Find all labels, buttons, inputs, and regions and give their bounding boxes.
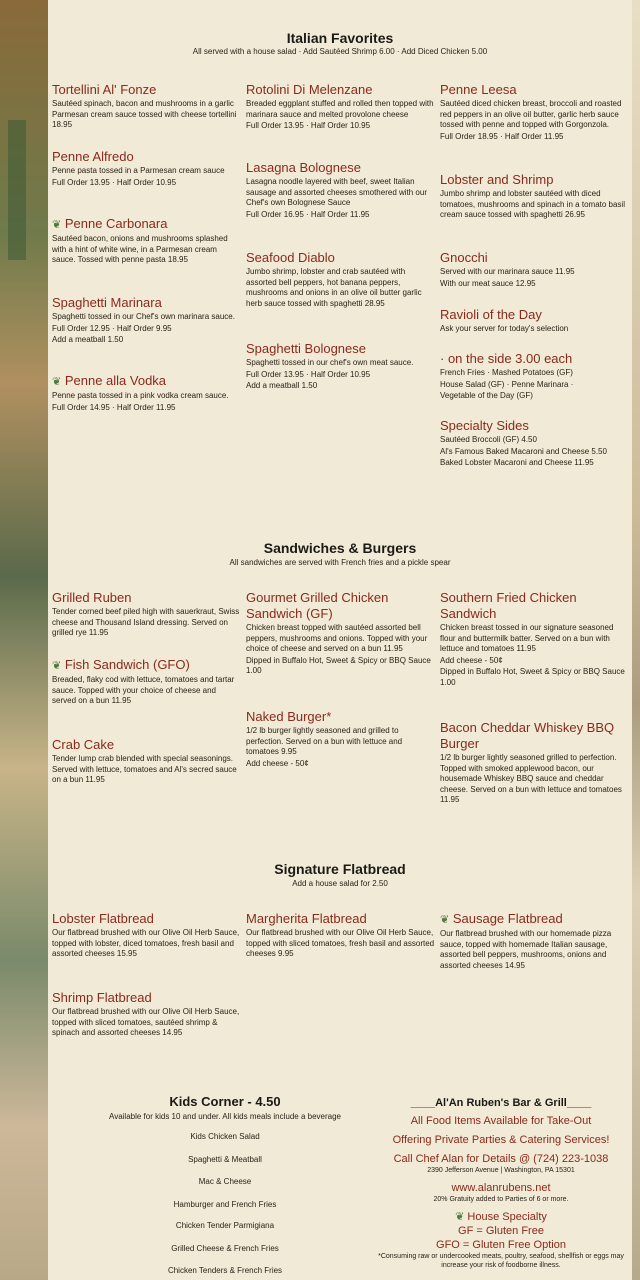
leaf-icon: ❦ bbox=[52, 660, 62, 672]
phone-line: Call Chef Alan for Details @ (724) 223-1038 bbox=[393, 1153, 609, 1165]
kids-item: Chicken Tender Parmigiana bbox=[175, 1221, 275, 1230]
item-name: Fish Sandwich (GFO) bbox=[64, 657, 190, 672]
menu-item bbox=[246, 341, 436, 392]
item-desc: Sautéed diced chicken breast, broccoli and roasted red peppers in an olive oil butter, garlic herb sauce tossed with penne and topped with Gorgonzola. bbox=[440, 99, 622, 129]
menu-item bbox=[52, 149, 242, 188]
menu-item bbox=[440, 911, 630, 971]
item-extra: Dipped in Buffalo Hot, Sweet & Spicy or BBQ Sauce 1.00 bbox=[440, 667, 625, 687]
item-extra: Add a meatball 1.50 bbox=[246, 381, 318, 390]
menu-item bbox=[440, 307, 630, 335]
item-name: Penne alla Vodka bbox=[64, 373, 167, 388]
restaurant-name: ____Al'An Ruben's Bar & Grill____ bbox=[410, 1097, 592, 1109]
item-desc: Breaded eggplant stuffed and rolled then topped with marinara sauce and melted provolone cheese bbox=[246, 99, 434, 119]
leaf-icon: ❦ bbox=[52, 376, 62, 388]
item-price: Add cheese - 50¢ bbox=[246, 758, 309, 768]
menu-item bbox=[52, 295, 242, 346]
item-price: Full Order 13.95 · Half Order 10.95 bbox=[246, 121, 371, 130]
legend-gf: GF = Gluten Free bbox=[458, 1225, 544, 1237]
item-desc: Chicken breast tossed in our signature seasoned flour and buttermilk batter. Served on a bun with lettuce and tomatoes 11.95 bbox=[440, 623, 614, 653]
menu-item bbox=[52, 373, 242, 413]
legend-gfo: GFO = Gluten Free Option bbox=[436, 1239, 566, 1251]
kids-item: Spaghetti & Meatball bbox=[188, 1155, 262, 1164]
item-name: Southern Fried Chicken Sandwich bbox=[440, 590, 577, 621]
item-name: Lobster and Shrimp bbox=[440, 172, 554, 187]
menu-item bbox=[440, 82, 630, 142]
item-price: Full Order 12.95 · Half Order 9.95 bbox=[52, 323, 172, 333]
leaf-icon: ❦ bbox=[440, 914, 450, 926]
item-desc: Jumbo shrimp and lobster sautéed with diced tomatoes, mushrooms and spinach in a tomato basil cream sauce tossed with spaghetti 26.95 bbox=[440, 189, 625, 219]
gratuity-note: 20% Gratuity added to Parties of 6 or more. bbox=[433, 1196, 569, 1203]
item-name: Penne Leesa bbox=[440, 82, 517, 97]
item-name: Margherita Flatbread bbox=[246, 911, 367, 926]
item-name: Spaghetti Bolognese bbox=[246, 341, 366, 356]
website-link[interactable]: www.alanrubens.net bbox=[451, 1182, 551, 1194]
menu-item bbox=[440, 172, 630, 221]
item-desc: Breaded, flaky cod with lettuce, tomatoes and tartar sauce. Topped with your choice of cheese and served on a bun 11.95 bbox=[52, 675, 235, 705]
takeout-note: All Food Items Available for Take-Out bbox=[410, 1115, 592, 1127]
item-desc: Our flatbread brushed with our Olive Oil Herb Sauce, topped with lobster, diced tomatoes, fresh basil and assorted cheeses 15.95 bbox=[52, 928, 240, 958]
kids-item: Kids Chicken Salad bbox=[190, 1132, 260, 1141]
menu-item bbox=[440, 250, 630, 289]
item-name: Seafood Diablo bbox=[246, 250, 335, 265]
item-desc: Our flatbread brushed with our homemade pizza sauce, topped with homemade Italian sausage, assorted bell peppers, mushrooms, onions and assorted cheeses 14.95 bbox=[440, 929, 612, 970]
item-name: Penne Alfredo bbox=[52, 149, 134, 164]
background-painting-left bbox=[0, 0, 52, 1280]
item-name: · on the side 3.00 each bbox=[440, 351, 573, 366]
leaf-icon: ❦ bbox=[455, 1211, 465, 1223]
kids-subtitle: Available for kids 10 and under. All kids meals include a beverage bbox=[109, 1112, 341, 1121]
section-subtitle-italian: All served with a house salad · Add Sautéed Shrimp 6.00 · Add Diced Chicken 5.00 bbox=[192, 47, 488, 56]
item-desc: Ask your server for today's selection bbox=[440, 324, 569, 333]
item-desc: 1/2 lb burger lightly seasoned and grilled to perfection. Served on a bun with lettuce and tomatoes 9.95 bbox=[246, 726, 403, 756]
menu-item bbox=[246, 250, 436, 309]
item-desc: Our flatbread brushed with our Olive Oil Herb Sauce, topped with sliced tomatoes, sautéed shrimp & spinach and assorted cheeses 14.95 bbox=[52, 1007, 240, 1037]
item-price: With our meat sauce 12.95 bbox=[440, 278, 536, 288]
kids-item: Mac & Cheese bbox=[198, 1177, 252, 1186]
item-name: Tortellini Al' Fonze bbox=[52, 82, 157, 97]
item-name: Ravioli of the Day bbox=[440, 307, 542, 322]
disclaimer: *Consuming raw or undercooked meats, poultry, seafood, shellfish or eggs may increase your risk of foodborne illness. bbox=[378, 1253, 624, 1269]
menu-item bbox=[52, 990, 242, 1039]
item-desc: Chicken breast topped with sautéed assorted bell peppers, mushrooms and onions. Topped with your choice of cheese and served on a bun 11.95 bbox=[246, 623, 428, 653]
item-desc: Sautéed spinach, bacon and mushrooms in a garlic Parmesan cream sauce tossed with cheese tortellini 18.95 bbox=[52, 99, 237, 129]
item-name: Rotolini Di Melenzane bbox=[246, 82, 373, 97]
item-name: Penne Carbonara bbox=[64, 216, 168, 231]
kids-corner bbox=[60, 1094, 390, 1121]
kids-item: Hamburger and French Fries bbox=[173, 1200, 277, 1209]
restaurant-info bbox=[370, 1097, 632, 1270]
section-subtitle-sandwiches: All sandwiches are served with French fries and a pickle spear bbox=[229, 558, 451, 567]
menu-item bbox=[246, 160, 436, 220]
item-price: Full Order 13.95 · Half Order 10.95 bbox=[52, 177, 177, 187]
item-price: House Salad (GF) · Penne Marinara · bbox=[440, 379, 574, 389]
item-desc: Jumbo shrimp, lobster and crab sautéed with assorted bell peppers, hot banana peppers, mushrooms and onions in an olive oil butter garlic herb sauce tossed with spaghetti 28.95 bbox=[246, 267, 422, 308]
item-name: Specialty Sides bbox=[440, 418, 529, 433]
section-title-italian: Italian Favorites bbox=[286, 30, 394, 46]
section-title-flatbread: Signature Flatbread bbox=[274, 861, 406, 877]
item-desc: Our flatbread brushed with our Olive Oil Herb Sauce, topped with sliced tomatoes, fresh basil and assorted cheeses 9.95 bbox=[246, 928, 435, 958]
item-price: Full Order 13.95 · Half Order 10.95 bbox=[246, 369, 371, 379]
section-subtitle-flatbread: Add a house salad for 2.50 bbox=[292, 879, 388, 888]
menu-item bbox=[52, 82, 242, 131]
menu-item bbox=[52, 911, 242, 960]
menu-item bbox=[246, 911, 436, 960]
item-extra: Add a meatball 1.50 bbox=[52, 335, 124, 344]
parties-note: Offering Private Parties & Catering Services! bbox=[392, 1134, 610, 1146]
section-title-sandwiches: Sandwiches & Burgers bbox=[263, 540, 417, 556]
item-desc: 1/2 lb burger lightly seasoned grilled to perfection. Topped with smoked applewood bacon, our housemade Whiskey BBQ sauce and cheddar cheese. Served on a bun with lettuce and tomatoes 11.95 bbox=[440, 753, 622, 804]
item-desc: Served with our marinara sauce 11.95 bbox=[440, 267, 575, 276]
item-name: Grilled Ruben bbox=[52, 590, 132, 605]
menu-item bbox=[52, 737, 242, 786]
item-name: Gnocchi bbox=[440, 250, 488, 265]
item-desc: Penne pasta tossed in a Parmesan cream sauce bbox=[52, 166, 225, 175]
item-price: Full Order 14.95 · Half Order 11.95 bbox=[52, 402, 176, 412]
item-price: Dipped in Buffalo Hot, Sweet & Spicy or BBQ Sauce 1.00 bbox=[246, 655, 431, 675]
item-extra: Vegetable of the Day (GF) bbox=[440, 391, 533, 400]
kids-title: Kids Corner - 4.50 bbox=[169, 1094, 281, 1109]
item-name: Gourmet Grilled Chicken Sandwich (GF) bbox=[246, 590, 389, 621]
item-price: Full Order 18.95 · Half Order 11.95 bbox=[440, 131, 564, 141]
item-desc: French Fries · Mashed Potatoes (GF) bbox=[440, 368, 573, 377]
menu-item bbox=[440, 418, 630, 469]
menu-item bbox=[440, 351, 630, 402]
menu-item bbox=[440, 720, 630, 806]
item-name: Spaghetti Marinara bbox=[52, 295, 162, 310]
item-desc: Sautéed bacon, onions and mushrooms splashed with a hint of white wine, in a Parmesan cream sauce. Tossed with penne pasta 18.95 bbox=[52, 234, 228, 264]
item-name: Naked Burger* bbox=[246, 709, 332, 724]
item-desc: Penne pasta tossed in a pink vodka cream sauce. bbox=[52, 391, 229, 400]
item-desc: Tender lump crab blended with special seasonings. Served with lettuce, tomatoes and Al's secred sauce on a bun 11.95 bbox=[52, 754, 237, 784]
kids-item: Chicken Tenders & French Fries bbox=[167, 1266, 283, 1275]
item-desc: Lasagna noodle layered with beef, sweet Italian sausage and assorted cheeses smothered with our Chef's own Bolognese Sauce bbox=[246, 177, 427, 207]
menu-item bbox=[246, 590, 436, 677]
item-name: Bacon Cheddar Whiskey BBQ Burger bbox=[440, 720, 615, 751]
item-name: Lobster Flatbread bbox=[52, 911, 154, 926]
menu-item bbox=[52, 216, 242, 266]
leaf-icon: ❦ bbox=[52, 219, 62, 231]
item-name: Crab Cake bbox=[52, 737, 115, 752]
menu-item bbox=[246, 709, 436, 769]
item-extra: Baked Lobster Macaroni and Cheese 11.95 bbox=[440, 458, 594, 467]
item-desc: Spaghetti tossed in our Chef's own marinara sauce. bbox=[52, 312, 235, 321]
item-name: Sausage Flatbread bbox=[452, 911, 563, 926]
address: 2390 Jefferson Avenue | Washington, PA 15301 bbox=[427, 1167, 575, 1174]
item-name: Lasagna Bolognese bbox=[246, 160, 361, 175]
menu-item bbox=[52, 590, 242, 639]
item-price: Full Order 16.95 · Half Order 11.95 bbox=[246, 209, 370, 219]
item-desc: Tender corned beef piled high with sauerkraut, Swiss cheese and Thousand Island dressing. Served on grilled rye 11.95 bbox=[52, 607, 240, 637]
menu-item bbox=[440, 590, 630, 688]
kids-item: Grilled Cheese & French Fries bbox=[171, 1244, 279, 1253]
item-name: Shrimp Flatbread bbox=[52, 990, 152, 1005]
menu-item bbox=[246, 82, 436, 132]
item-desc: Spaghetti tossed in our chef's own meat sauce. bbox=[246, 358, 414, 367]
item-desc: Sautéed Broccoli (GF) 4.50 bbox=[440, 435, 537, 444]
menu-item bbox=[52, 657, 242, 707]
item-price: Al's Famous Baked Macaroni and Cheese 5.50 bbox=[440, 446, 607, 456]
legend-specialty: House Specialty bbox=[467, 1211, 547, 1223]
item-price: Add cheese - 50¢ bbox=[440, 655, 503, 665]
